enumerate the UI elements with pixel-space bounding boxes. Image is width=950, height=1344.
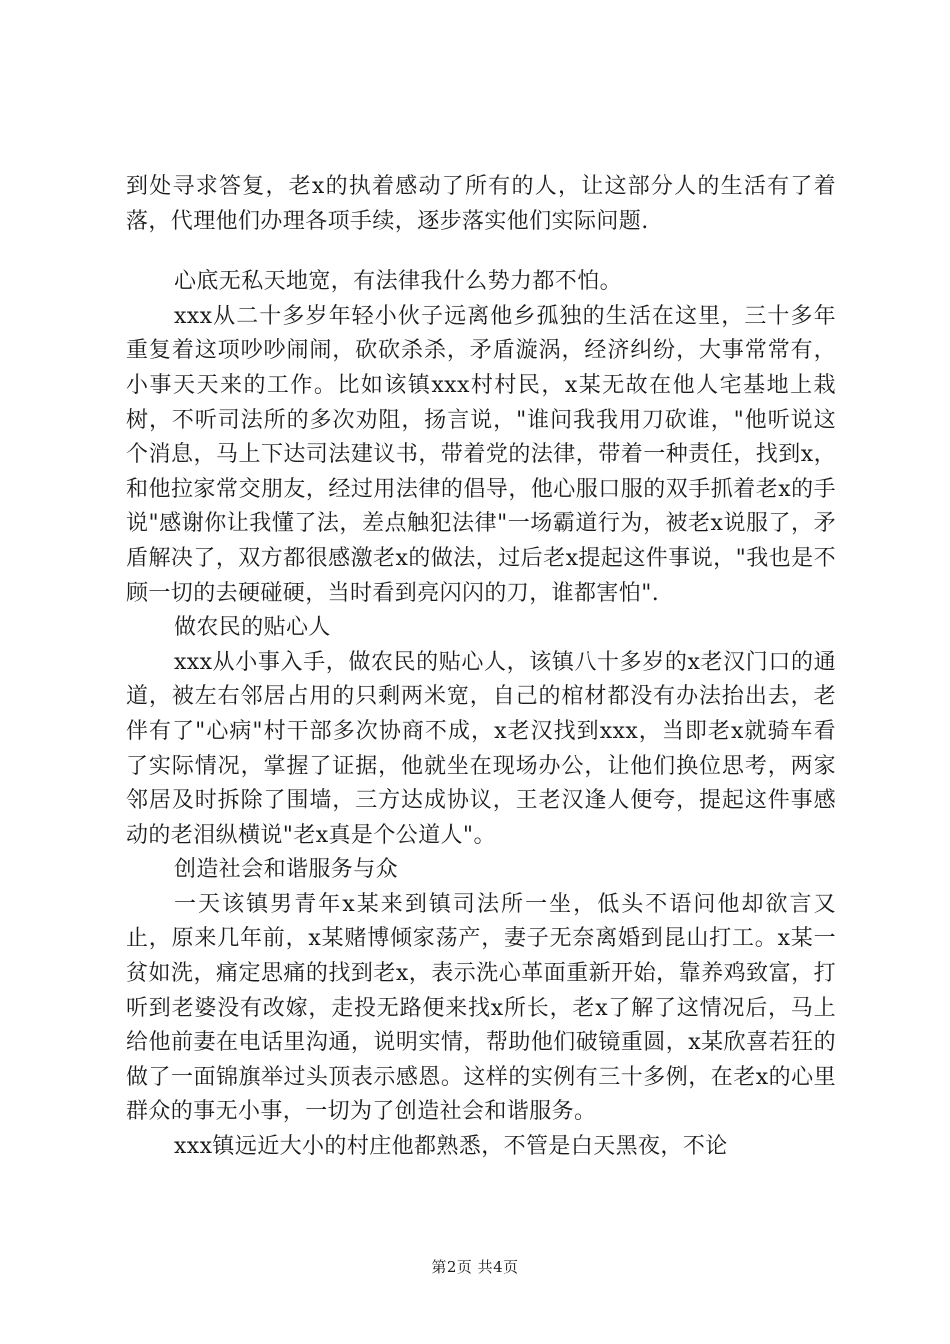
section-heading-fearless: 心底无私天地宽，有法律我什么势力都不怕。 (174, 269, 623, 295)
paragraph-dispute-story: xxx从二十多岁年轻小伙子远离他乡孤独的生活在这里，三十多年重复着这项吵吵闹闹，砍砍杀杀，矛盾漩涡，经济纠纷，大事常常有，小事天天来的工作。比如该镇xxx村村民，x某无故在他人宅基地上栽树，不听司法所的多次劝阻，扬言说，"谁问我我用刀砍谁，"他听说这个消息，马上下达司法建议书，带着党的法律，带着一种责任，找到x，和他拉家常交朋友，经过用法律的倡导，他心服口服的双手抓着老x的手说"感谢你让我懂了法，差点触犯法律"一场霸道行为，被老x说服了，矛盾解决了，双方都很感激老x的做法，过后老x提起这件事说，"我也是不顾一切的去硬碰硬，当时看到亮闪闪的刀，谁都害怕". (126, 303, 836, 606)
section-heading-farmers: 做农民的贴心人 (174, 615, 331, 641)
paragraph-continuation: 到处寻求答复，老x的执着感动了所有的人，让这部分人的生活有了着落，代理他们办理各项手续，逐步落实他们实际问题. (126, 174, 836, 234)
paragraph-harmony-story: 一天该镇男青年x某来到镇司法所一坐，低头不语问他却欲言又止，原来几年前，x某赌博倾家荡产，妻子无奈离婚到昆山打工。x某一贫如洗，痛定思痛的找到老x，表示洗心革面重新开始，靠养鸡致富，打听到老婆没有改嫁，走投无路便来找x所长，老x了解了这情况后，马上给他前妻在电话里沟通，说明实情，帮助他们破镜重圆，x某欣喜若狂的做了一面锦旗举过头顶表示感恩。这样的实例有三十多例，在老x的心里群众的事无小事，一切为了创造社会和谐服务。 (126, 891, 836, 1125)
paragraph-farmer-story: xxx从小事入手，做农民的贴心人，该镇八十多岁的x老汉门口的通道，被左右邻居占用的只剩两米宽，自己的棺材都没有办法抬出去，老伴有了"心病"村干部多次协商不成，x老汉找到xxx，当即老x就骑车看了实际情况，掌握了证据，他就坐在现场办公，让他们换位思考，两家邻居及时拆除了围墙，三方达成协议，王老汉逢人便夸，提起这件事感动的老泪纵横说"老x真是个公道人"。 (126, 649, 836, 848)
paragraph-villages: xxx镇远近大小的村庄他都熟悉，不管是白天黑夜，不论 (174, 1134, 728, 1160)
section-heading-harmony: 创造社会和谐服务与众 (174, 857, 399, 883)
page-number-footer: 第2页 共4页 (431, 1258, 519, 1276)
document-body (126, 170, 836, 1165)
